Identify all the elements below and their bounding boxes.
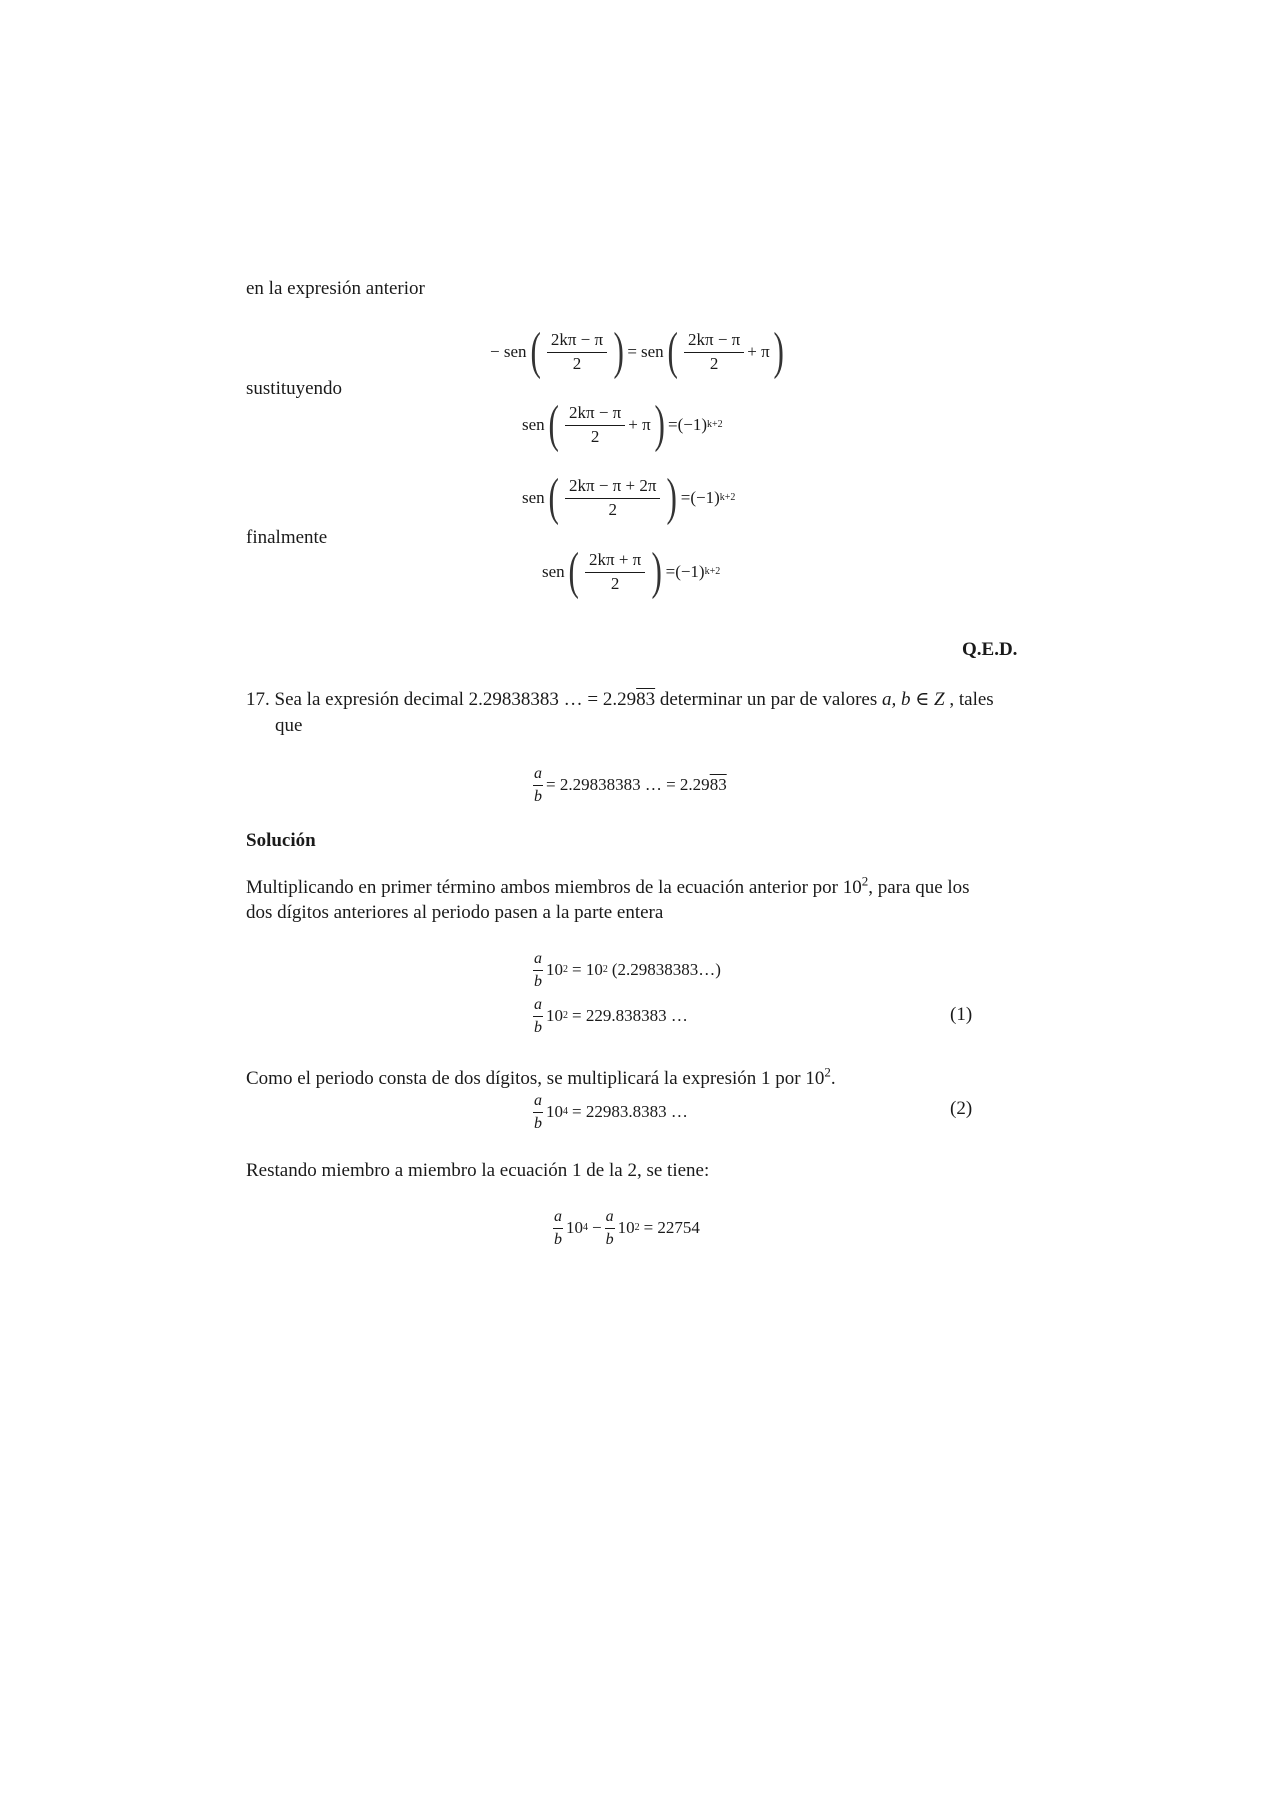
paren-open: ( xyxy=(548,469,559,526)
sen: sen xyxy=(641,342,664,361)
paren-close: ) xyxy=(651,543,663,600)
sen: sen xyxy=(522,415,545,434)
equation-negative-sine-identity xyxy=(490,323,787,380)
paren-open: ( xyxy=(667,323,678,380)
intro-text: en la expresión anterior xyxy=(246,278,425,299)
equation-substitution: sen ( $\frac{2k\pi - \pi}{2}$ + π ) = (−1) k+2 xyxy=(522,396,723,453)
fraction-a-over-b: $\frac{a}{b}$ xyxy=(534,995,542,1036)
fraction: $\frac{2k\pi + \pi}{2}$ xyxy=(585,551,645,593)
minus-one: (−1) xyxy=(690,488,720,507)
equals: = xyxy=(627,342,638,361)
periodic-digits: 83 xyxy=(636,689,656,710)
equals: = xyxy=(668,415,678,434)
equation-label-2: (2) xyxy=(950,1098,973,1119)
paren-close: ) xyxy=(613,323,624,380)
paren-open: ( xyxy=(548,396,559,453)
equals: = xyxy=(680,488,691,507)
equation-1: $\frac{a}{b}$ 10 2 = 229.838383 … xyxy=(534,995,688,1036)
equals: = xyxy=(665,562,676,581)
finalmente-text: finalmente xyxy=(246,527,328,548)
solution-heading: Solución xyxy=(246,830,316,851)
fraction: $\frac{2k\pi - \pi}{2}$ xyxy=(565,404,625,446)
paren-close: ) xyxy=(654,396,665,453)
qed-mark: Q.E.D. xyxy=(962,639,1018,660)
sustituyendo-text: sustituyendo xyxy=(246,378,343,399)
fraction: $\frac{2k\pi - \pi}{2}$ xyxy=(684,331,744,373)
plus-pi: + π xyxy=(628,415,651,434)
equation-expanded: sen ( $\frac{2k\pi - \pi + 2\pi}{2}$ ) = (−1) k+2 xyxy=(522,469,736,526)
paragraph-2: Como el periodo consta de dos dígitos, se multiplicará la expresión 1 por $10^2$. xyxy=(246,1064,836,1089)
sen: sen xyxy=(522,488,545,507)
equation-final: sen ( $\frac{2k\pi + \pi}{2}$ ) = (−1) k+2 xyxy=(542,543,721,600)
minus-one: (−1) xyxy=(675,562,705,581)
fraction: $\frac{2k\pi - \pi}{2}$ xyxy=(547,331,607,373)
equation-ratio-value: $\frac{a}{b}$ = 2.29838383 … = 2.29 83 xyxy=(534,764,727,805)
fraction-a-over-b: $\frac{a}{b}$ xyxy=(534,949,542,990)
plus-pi: + π xyxy=(747,342,770,361)
equation-label-1: (1) xyxy=(950,1004,973,1025)
periodic-digits: 83 xyxy=(709,775,727,794)
paren-open: ( xyxy=(568,543,579,600)
fraction: $\frac{2k\pi - \pi + 2\pi}{2}$ xyxy=(565,477,660,519)
equation-2: $\frac{a}{b}$ 10 4 = 22983.8383 … xyxy=(534,1091,688,1132)
problem-17-line1: 17. Sea la expresión decimal 2.29838383 … = 2.2983 determinar un par de valores a, b ∈ Z , tales xyxy=(246,689,994,710)
sen: sen xyxy=(542,562,565,581)
problem-17-line2: que xyxy=(275,715,303,736)
equation-multiply-step: $\frac{a}{b}$ 10 2 = 10 2 (2.29838383…) xyxy=(534,949,721,990)
paren-open: ( xyxy=(529,323,541,380)
minus-one: (−1) xyxy=(677,415,708,434)
fraction-a-over-b: $\frac{a}{b}$ xyxy=(534,1091,542,1132)
paragraph-1-line2: dos dígitos anteriores al periodo pasen a la parte entera xyxy=(246,902,664,923)
fraction-a-over-b: $\frac{a}{b}$ xyxy=(534,764,542,805)
fraction-a-over-b: $\frac{a}{b}$ xyxy=(554,1207,562,1248)
equation-subtraction: $\frac{a}{b}$ 10 4 − $\frac{a}{b}$ 10 2 = 22754 xyxy=(554,1207,700,1248)
paren-close: ) xyxy=(666,469,678,526)
paren-close: ) xyxy=(773,323,784,380)
paragraph-1-line1: Multiplicando en primer término ambos miembros de la ecuación anterior por $10^2$, para que los xyxy=(246,873,970,898)
fraction-a-over-b: $\frac{a}{b}$ xyxy=(605,1207,614,1248)
paragraph-3: Restando miembro a miembro la ecuación 1 de la 2, se tiene: xyxy=(246,1160,710,1181)
neg-sen: − sen xyxy=(490,342,527,361)
